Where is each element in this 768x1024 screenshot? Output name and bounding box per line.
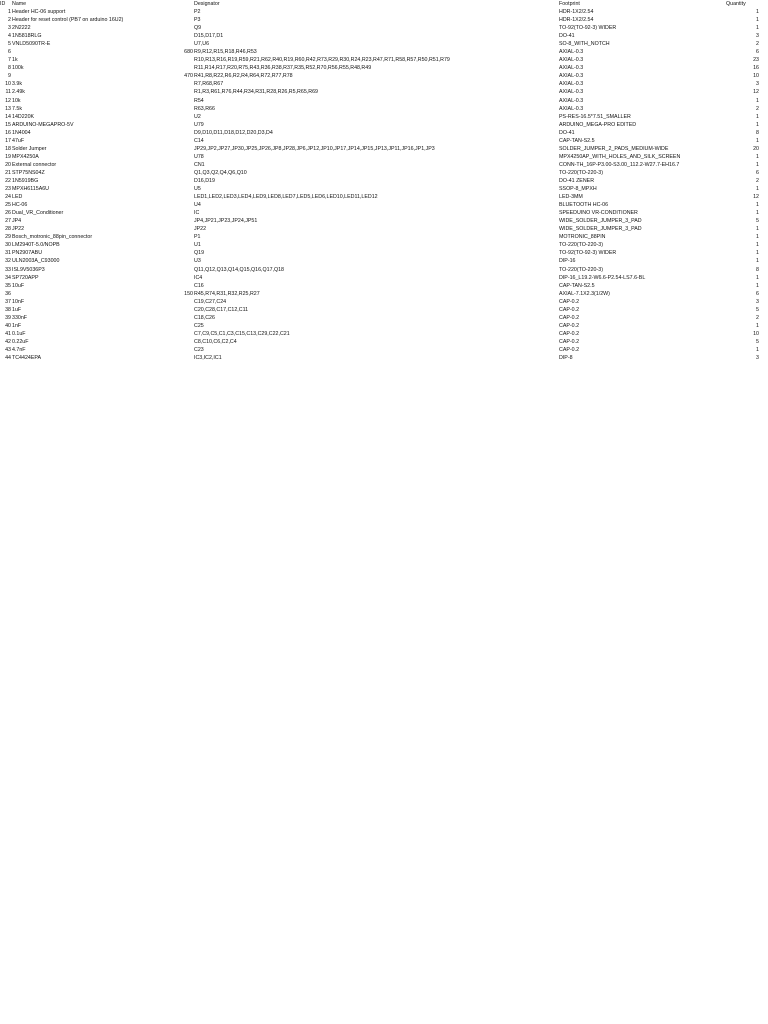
row-quantity: 1 [756,346,759,353]
row-name: Solder Jumper [12,145,47,152]
table-row [0,88,768,96]
row-footprint: PS-RES-16.5*7.51_SMALLER [559,113,631,120]
row-footprint: DO-41 [559,33,575,40]
row-designator: U79 [194,121,204,128]
row-designator: CN1 [194,161,205,168]
header-name: Name [12,1,27,7]
row-footprint: BLUETOOTH HC-06 [559,202,609,209]
row-id: 26 [5,210,11,217]
row-quantity: 12 [753,89,759,96]
row-id: 31 [5,250,11,257]
table-row [0,346,768,354]
row-quantity: 10 [753,330,759,337]
row-designator: U7,U6 [194,41,210,48]
row-name: 1N5818RLG [12,33,42,40]
table-row [0,274,768,282]
row-footprint: TO-220(TO-220-3) [559,169,603,176]
row-designator: U4 [194,202,201,209]
row-designator: C23 [194,346,204,353]
table-row [0,298,768,306]
table-row [0,161,768,169]
row-name: 330nF [12,314,28,321]
row-designator: U2 [194,113,201,120]
row-footprint: DIP-8 [559,355,573,362]
row-footprint: CAP-0.2 [559,298,580,305]
table-row [0,201,768,209]
row-footprint: TO-220(TO-220-3) [559,242,603,249]
table-row [0,306,768,314]
row-quantity: 1 [756,161,759,168]
table-body [0,8,768,362]
row-id: 4 [8,33,11,40]
row-footprint: SOLDER_JUMPER_2_PADS_MEDIUM-WIDE [559,145,669,152]
table-row [0,121,768,129]
table-row [0,217,768,225]
row-quantity: 20 [753,145,759,152]
row-id: 15 [5,121,11,128]
row-quantity: 3 [756,355,759,362]
row-id: 28 [5,226,11,233]
row-footprint: AXIAL-0.3 [559,73,584,80]
table-row [0,282,768,290]
row-footprint: AXIAL-0.3 [559,105,584,112]
row-designator: LED1,LED2,LED3,LED4,LED9,LED8,LED7,LED5,LED6,LED10,LED11,LED12 [194,194,378,201]
table-row [0,64,768,72]
row-id: 43 [5,346,11,353]
row-id: 12 [5,97,11,104]
table-row [0,322,768,330]
row-quantity: 1 [756,258,759,265]
row-designator: JP4,JP21,JP23,JP24,JP51 [194,218,258,225]
row-quantity: 8 [756,266,759,273]
header-footprint: Footprint [559,1,580,7]
row-quantity: 5 [756,218,759,225]
row-id: 42 [5,338,11,345]
row-name: Header HC-06 support [12,9,66,15]
table-row [0,257,768,265]
row-name: STP75NS04Z [12,169,45,176]
row-footprint: WIDE_SOLDER_JUMPER_3_PAD [559,218,642,225]
row-quantity: 5 [756,338,759,345]
row-id: 29 [5,234,11,241]
row-designator: U3 [194,258,201,265]
row-designator: IC3,IC2,IC1 [194,355,222,362]
row-designator: Q1,Q3,Q2,Q4,Q6,Q10 [194,169,247,176]
row-footprint: SO-8_WITH_NOTCH [559,41,610,48]
row-id: 11 [5,89,11,96]
row-name: ARDUINO-MEGAPRO-5V [12,121,74,128]
row-designator: JP22 [194,226,207,233]
row-quantity: 23 [753,57,759,64]
row-value: 680 [184,49,193,56]
row-designator: JP29,JP2,JP27,JP30,JP25,JP26,JP8,JP28,JP6,JP12,JP10,JP17,JP14,JP15,JP13,JP11,JP16,JP1,JP3 [194,145,435,152]
row-designator: D9,D10,D11,D18,D12,D20,D3,D4 [194,129,273,136]
table-row [0,16,768,24]
row-id: 16 [5,129,11,136]
row-designator: C20,C28,C17,C12,C11 [194,306,249,313]
row-id: 27 [5,218,11,225]
row-name: 0.22uF [12,338,29,345]
row-footprint: AXIAL-0.3 [559,89,584,96]
row-id: 22 [5,177,11,184]
row-footprint: CONN-TH_16P-P3.00-S3.00_112.2-W27.7-EH16.7 [559,161,680,168]
table-row [0,241,768,249]
table-row [0,314,768,322]
row-id: 21 [5,169,11,176]
row-id: 3 [8,25,11,32]
row-quantity: 1 [756,210,759,217]
table-row [0,113,768,121]
row-designator: Q9 [194,25,202,32]
row-id: 38 [5,306,11,313]
table-row [0,48,768,56]
row-footprint: MPX4250AP_WITH_HOLES_AND_SILK_SCREEN [559,153,681,160]
row-name: MPX4250A [12,153,39,160]
row-id: 24 [5,194,11,201]
row-footprint: ARDUINO_MEGA-PRO EDITED [559,121,637,128]
row-id: 35 [5,282,11,289]
row-quantity: 1 [756,9,759,15]
table-row [0,177,768,185]
row-name: 0.1uF [12,330,26,337]
row-name: TC4424EPA [12,355,42,362]
row-quantity: 6 [756,49,759,56]
row-name: 4.7nF [12,346,26,353]
row-name: 100k [12,65,24,72]
row-quantity: 16 [753,65,759,72]
row-id: 2 [8,17,11,24]
row-value: 150 [184,290,193,297]
row-name: ULN2003A_C93000 [12,258,60,265]
table-row [0,129,768,137]
row-id: 1 [8,9,11,15]
row-designator: Q19 [194,250,205,257]
row-id: 44 [5,355,11,362]
row-id: 20 [5,161,11,168]
row-footprint: CAP-0.2 [559,314,580,321]
row-name: 1N5919BG [12,177,39,184]
table-row [0,153,768,161]
table-row [0,209,768,217]
row-footprint: AXIAL-0.3 [559,97,584,104]
row-designator: U5 [194,186,201,193]
row-designator: IC [194,210,200,217]
row-footprint: HDR-1X2/2.54 [559,9,594,15]
row-value: 470 [184,73,193,80]
header-designator: Designator [194,1,220,7]
row-id: 10 [5,81,11,88]
row-footprint: DO-41 [559,129,575,136]
row-footprint: AXIAL-7.1X2.3(1/2W) [559,290,610,297]
row-id: 7 [8,57,11,64]
row-quantity: 1 [756,137,759,144]
row-footprint: TO-220(TO-220-3) [559,266,603,273]
row-designator: D15,D17,D1 [194,33,224,40]
row-name: 7.5k [12,105,23,112]
row-quantity: 8 [756,129,759,136]
table-row [0,233,768,241]
row-id: 14 [5,113,11,120]
row-designator: R41,R8,R22,R6,R2,R4,R64,R72,R77,R78 [194,73,293,80]
row-footprint: HDR-1X2/2.54 [559,17,594,24]
row-id: 18 [5,145,11,152]
row-designator: U1 [194,242,201,249]
table-row [0,80,768,88]
row-name: VNLD5090TR-E [12,41,51,48]
row-designator: P3 [194,17,201,24]
table-row [0,145,768,153]
row-quantity: 6 [756,290,759,297]
row-designator: R9,R12,R15,R18,R46,R53 [194,49,257,56]
row-quantity: 2 [756,314,759,321]
row-name: 14D220K [12,113,35,120]
row-name: ISL9V5036P3 [12,266,45,273]
row-quantity: 6 [756,169,759,176]
row-name: 2N2222 [12,25,31,32]
table-row [0,97,768,105]
row-id: 36 [5,290,11,297]
table-row [0,8,768,16]
row-footprint: AXIAL-0.3 [559,81,584,88]
table-row [0,72,768,80]
table-row [0,290,768,298]
table-row [0,225,768,233]
row-footprint: CAP-0.2 [559,330,580,337]
row-name: 1k [12,57,18,64]
row-designator: C25 [194,322,204,329]
row-quantity: 1 [756,25,759,32]
row-designator: C16 [194,282,204,289]
row-name: LED [12,194,23,201]
row-designator: R1,R3,R61,R76,R44,R34,R31,R28,R26,R5,R65,R69 [194,89,318,96]
row-id: 13 [5,105,11,112]
table-row [0,354,768,362]
row-id: 6 [8,49,11,56]
row-quantity: 3 [756,81,759,88]
row-name: JP22 [12,226,25,233]
row-footprint: AXIAL-0.3 [559,65,584,72]
row-quantity: 1 [756,153,759,160]
row-id: 30 [5,242,11,249]
row-designator: R63,R66 [194,105,215,112]
row-quantity: 2 [756,105,759,112]
row-name: 47uF [12,137,25,144]
row-name: SP720APP [12,274,39,281]
table-row [0,40,768,48]
table-row [0,24,768,32]
row-quantity: 5 [756,306,759,313]
row-quantity: 3 [756,33,759,40]
row-name: 10k [12,97,21,104]
row-footprint: SSOP-8_MPXH [559,186,597,193]
row-footprint: LED-3MM [559,194,583,201]
row-name: 10nF [12,298,25,305]
row-quantity: 12 [753,194,759,201]
row-designator: R7,R68,R67 [194,81,224,88]
row-id: 19 [5,153,11,160]
row-id: 23 [5,186,11,193]
row-quantity: 3 [756,298,759,305]
row-designator: C19,C27,C24 [194,298,227,305]
row-id: 37 [5,298,11,305]
row-quantity: 2 [756,41,759,48]
row-name: 1uF [12,306,22,313]
row-footprint: CAP-0.2 [559,338,580,345]
row-designator: R10,R13,R16,R19,R59,R21,R62,R40,R19,R60,R42,R73,R29,R30,R24,R23,R47,R71,R58,R57,R50,R51,R79 [194,57,450,64]
row-id: 8 [8,65,11,72]
row-footprint: CAP-TAN-S2.5 [559,137,595,144]
row-designator: C8,C10,C6,C2,C4 [194,338,237,345]
row-designator: P1 [194,234,201,241]
table-row [0,330,768,338]
row-name: MPXH6115A6U [12,186,49,193]
row-id: 17 [5,137,11,144]
row-name: Bosch_motronic_88pin_connector [12,234,93,241]
row-id: 40 [5,322,11,329]
row-quantity: 2 [756,177,759,184]
row-quantity: 10 [753,73,759,80]
row-quantity: 1 [756,17,759,24]
row-quantity: 1 [756,274,759,281]
row-designator: C18,C26 [194,314,215,321]
row-id: 41 [5,330,11,337]
row-name: 10uF [12,282,25,289]
row-designator: C14 [194,137,204,144]
table-row [0,56,768,64]
row-name: Header for reset control (PB7 on arduino 16U2) [12,17,124,24]
row-name: External connector [12,161,57,168]
table-row [0,266,768,274]
row-name: 1nF [12,322,22,329]
row-name: HC-06 [12,202,28,209]
row-quantity: 1 [756,250,759,257]
row-id: 25 [5,202,11,209]
row-footprint: CAP-TAN-S2.5 [559,282,595,289]
row-name: 3.9k [12,81,23,88]
row-name: LM2940T-5.0/NOPB [12,242,60,249]
row-quantity: 1 [756,234,759,241]
row-id: 9 [8,73,11,80]
table-row [0,338,768,346]
table-row [0,105,768,113]
row-designator: U78 [194,153,204,160]
row-designator: R45,R74,R31,R32,R25,R27 [194,290,260,297]
row-quantity: 1 [756,202,759,209]
table-header-row [0,0,768,8]
row-designator: C7,C9,C5,C1,C3,C15,C13,C29,C22,C21 [194,330,290,337]
row-quantity: 1 [756,242,759,249]
row-designator: IC4 [194,274,203,281]
row-quantity: 1 [756,186,759,193]
row-quantity: 1 [756,226,759,233]
row-footprint: CAP-0.2 [559,322,580,329]
row-quantity: 1 [756,113,759,120]
row-footprint: CAP-0.2 [559,346,580,353]
table-row [0,137,768,145]
row-name: 2.49k [12,89,25,96]
row-quantity: 1 [756,121,759,128]
table-row [0,249,768,257]
row-footprint: SPEEDUINO VR-CONDITIONER [559,210,638,217]
row-name: 1N4004 [12,129,31,136]
row-footprint: CAP-0.2 [559,306,580,313]
row-footprint: DIP-16 [559,258,576,265]
row-name: JP4 [12,218,22,225]
row-designator: Q11,Q12,Q13,Q14,Q15,Q16,Q17,Q18 [194,266,285,273]
row-designator: R54 [194,97,204,104]
table-row [0,169,768,177]
row-footprint: MOTRONIC_88PIN [559,234,606,241]
row-footprint: DO-41 ZENER [559,177,595,184]
row-designator: R11,R14,R17,R20,R75,R43,R36,R38,R37,R35,R52,R70,R56,R55,R48,R49 [194,65,372,72]
table-row [0,185,768,193]
row-footprint: WIDE_SOLDER_JUMPER_3_PAD [559,226,642,233]
row-quantity: 1 [756,322,759,329]
row-quantity: 1 [756,97,759,104]
header-quantity: Quantity [726,1,746,7]
table-row [0,32,768,40]
header-id: ID [0,1,6,7]
row-name: Dual_VR_Conditioner [12,210,64,217]
row-designator: D16,D19 [194,177,215,184]
row-id: 33 [5,266,11,273]
row-footprint: TO-92(TO-92-3) WIDER [559,25,617,32]
row-footprint: DIP-16_L19.2-W6.6-P2.54-LS7.6-BL [559,274,646,281]
row-id: 34 [5,274,11,281]
row-id: 39 [5,314,11,321]
row-id: 5 [8,41,11,48]
row-footprint: AXIAL-0.3 [559,57,584,64]
row-designator: P2 [194,9,201,15]
row-name: PN2907ABU [12,250,43,257]
row-quantity: 1 [756,282,759,289]
row-footprint: AXIAL-0.3 [559,49,584,56]
bom-table [0,0,768,362]
row-id: 32 [5,258,11,265]
row-footprint: TO-92(TO-92-3) WIDER [559,250,617,257]
table-row [0,193,768,201]
